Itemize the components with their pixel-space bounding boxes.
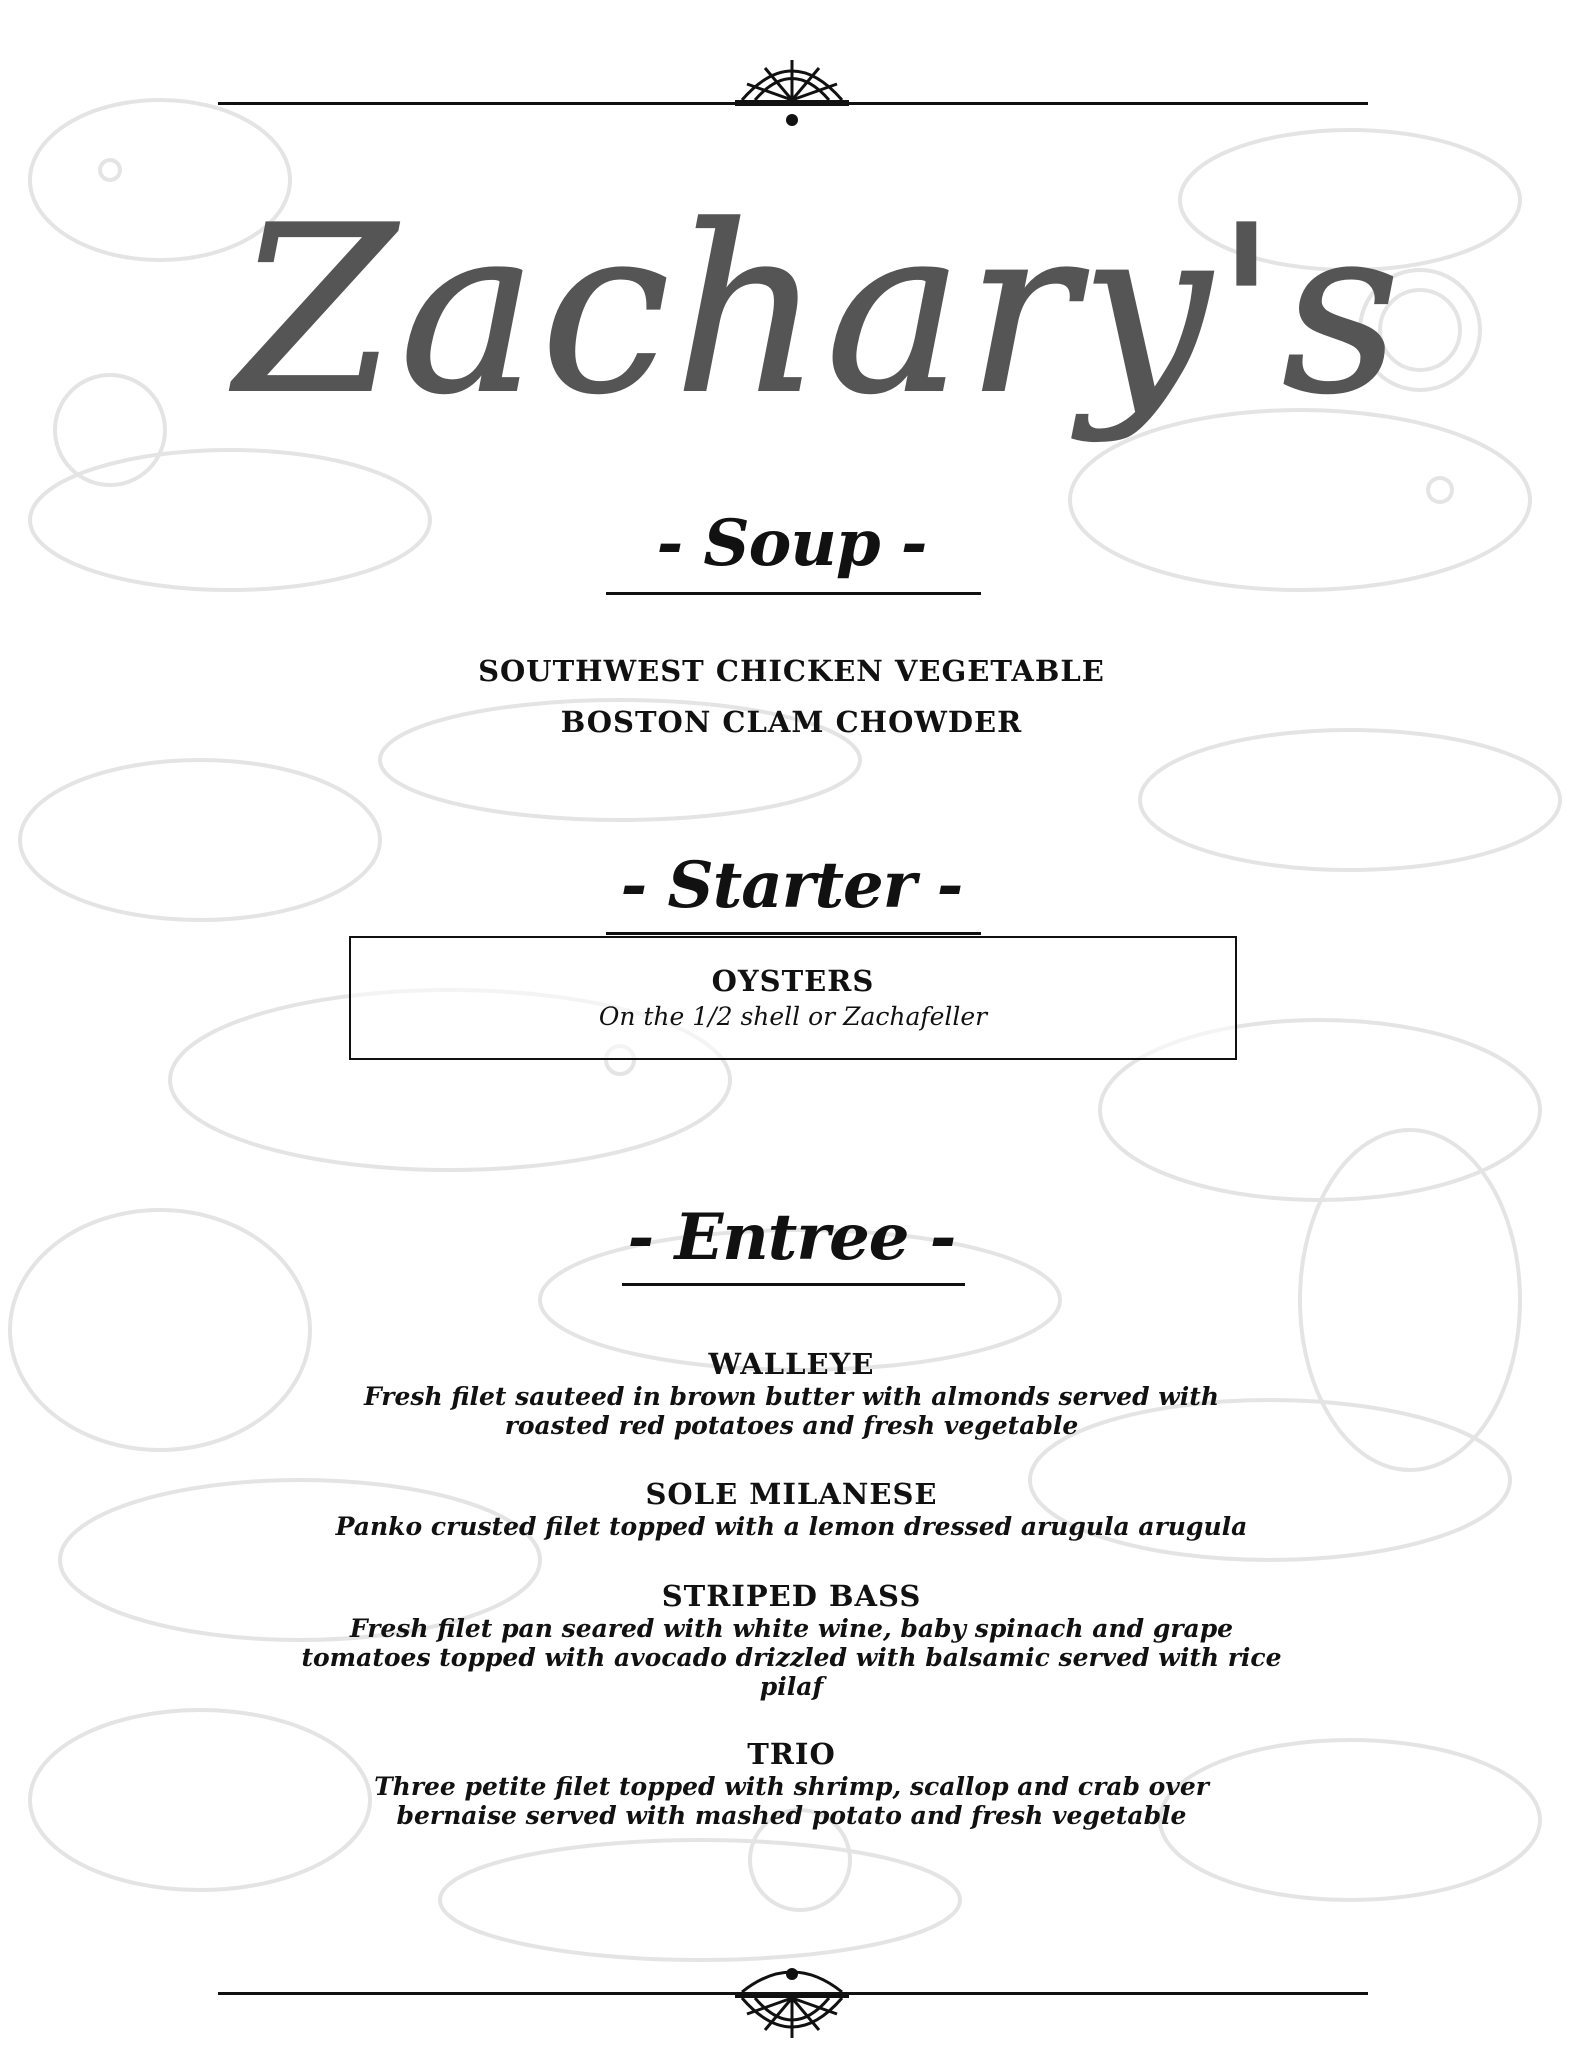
entree-item: [0, 1736, 1583, 1830]
fan-ornament-icon: [727, 52, 857, 132]
starter-box: [349, 936, 1237, 1060]
soup-item: SOUTHWEST CHICKEN VEGETABLE: [478, 654, 1105, 688]
starter-item-description: On the 1/2 shell or Zachafeller: [598, 1002, 988, 1031]
entree-item-description: Three petite filet topped with shrimp, scallop and crab over bernaise served with mashed potato and fresh vegetable: [374, 1772, 1209, 1830]
starter-item-name: OYSTERS: [711, 964, 875, 998]
starter-section-title: - Starter -: [620, 848, 963, 923]
entree-item-name: SOLE MILANESE: [645, 1477, 938, 1511]
entree-item-description: Panko crusted filet topped with a lemon dressed arugula arugula: [335, 1512, 1248, 1541]
restaurant-logo: [235, 140, 1405, 480]
entree-item-description: Fresh filet pan seared with white wine, baby spinach and grape tomatoes topped with avocado drizzled with balsamic served with rice pilaf: [301, 1614, 1282, 1701]
soup-title-underline: [606, 592, 981, 595]
soup-section-title: - Soup -: [656, 506, 927, 581]
entree-item-description: Fresh filet sauteed in brown butter with almonds served with roasted red potatoes and fresh vegetable: [363, 1382, 1220, 1440]
entree-item-name: WALLEYE: [708, 1347, 875, 1381]
entree-item-name: TRIO: [747, 1737, 836, 1771]
soup-item: BOSTON CLAM CHOWDER: [560, 705, 1023, 739]
fan-ornament-icon: [727, 1962, 857, 2042]
entree-item: [0, 1476, 1583, 1541]
entree-section-title: - Entree -: [627, 1200, 956, 1275]
logo-text: Zachary's: [235, 178, 1405, 445]
starter-title-underline: [606, 932, 981, 935]
entree-item: [0, 1578, 1583, 1701]
entree-title-underline: [622, 1283, 965, 1286]
entree-item: [0, 1346, 1583, 1440]
entree-item-name: STRIPED BASS: [661, 1579, 922, 1613]
